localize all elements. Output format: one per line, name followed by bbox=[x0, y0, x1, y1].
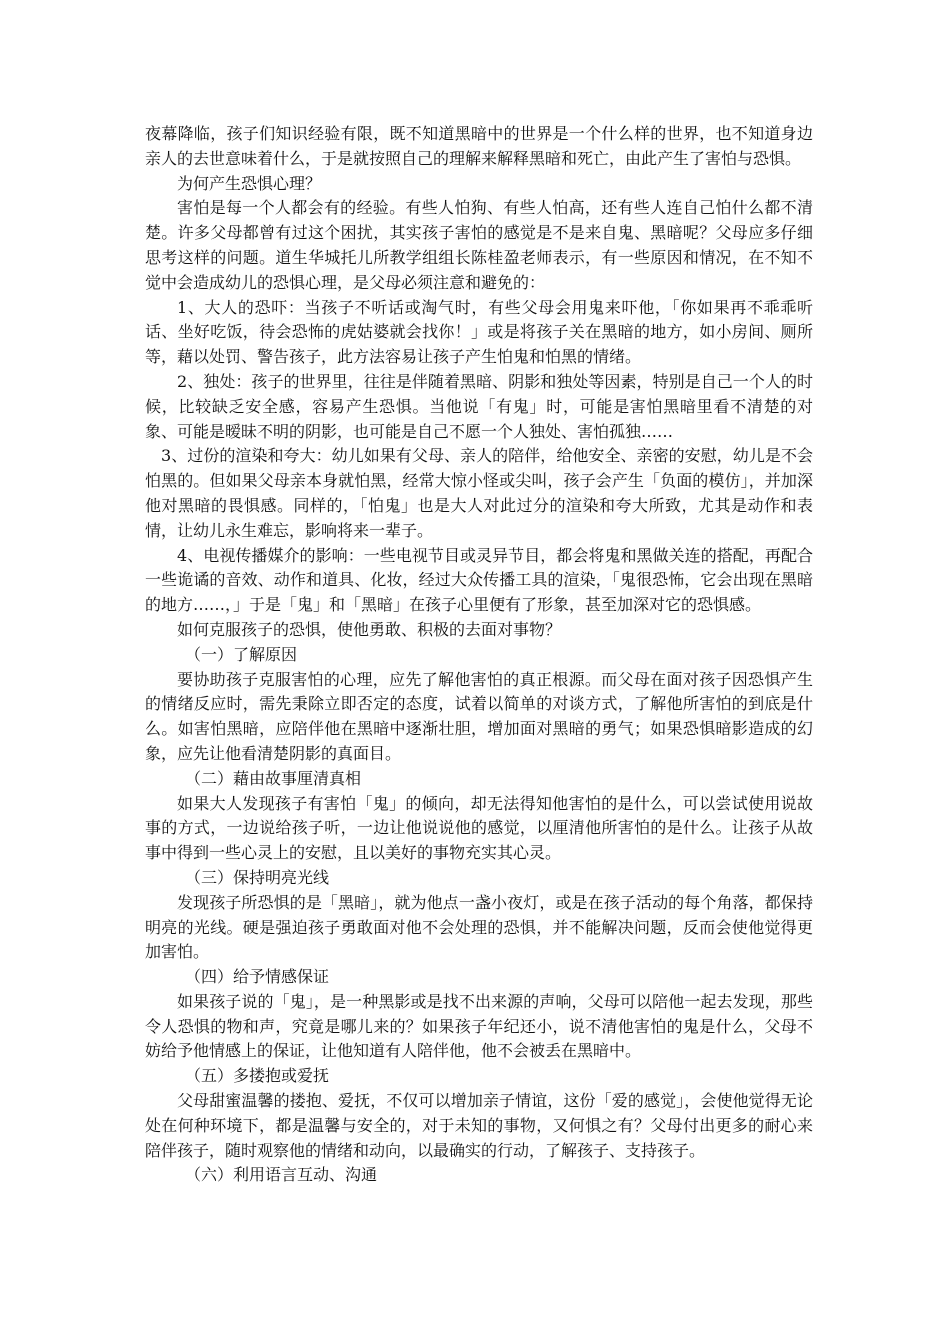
paragraph-fear-experience: 害怕是每一个人都会有的经验。有些人怕狗、有些人怕高，还有些人连自己怕什么都不清楚。许多父母都曾有过这个困扰，其实孩子害怕的感觉是不是来自鬼、黑暗呢？父母应多仔细思考这样的问题。道生华城托儿所教学组组长陈桂盈老师表示，有一些原因和情况，在不知不觉中会造成幼儿的恐惧心理，是父母必须注意和避免的： bbox=[145, 198, 813, 292]
paragraph-tip-2: 如果大人发现孩子有害怕「鬼」的倾向，却无法得知他害怕的是什么，可以尝试使用说故事的方式，一边说给孩子听，一边让他说说他的感觉，以厘清他所害怕的是什么。让孩子从故事中得到一些心灵上的安慰，且以美好的事物充实其心灵。 bbox=[145, 793, 813, 863]
subheading-3: （三）保持明亮光线 bbox=[185, 867, 330, 887]
paragraph-tip-5: 父母甜蜜温馨的搂抱、爱抚，不仅可以增加亲子情谊，这份「爱的感觉」，会使他觉得无论处在何种环境下，都是温馨与安全的，对于未知的事物，又何惧之有？父母付出更多的耐心来陪伴孩子，随时观察他的情绪和动向，以最确实的行动，了解孩子、支持孩子。 bbox=[145, 1091, 813, 1160]
paragraph-reason-1: 1、大人的恐吓：当孩子不听话或淘气时，有些父母会用鬼来吓他，「你如果再不乖乖听话、坐好吃饭，待会恐怖的虎姑婆就会找你！」或是将孩子关在黑暗的地方，如小房间、厕所等，藉以处罚、警告孩子，此方法容易让孩子产生怕鬼和怕黑的情绪。 bbox=[145, 297, 813, 367]
subheading-4: （四）给予情感保证 bbox=[185, 967, 330, 987]
paragraph-reason-2: 2、独处：孩子的世界里，往往是伴随着黑暗、阴影和独处等因素，特别是自己一个人的时候，比较缺乏安全感，容易产生恐惧。当他说「有鬼」时，可能是害怕黑暗里看不清楚的对象、可能是暧昧不明的阴影，也可能是自己不愿一个人独处、害怕孤独…… bbox=[145, 371, 813, 441]
subheading-5: （五）多搂抱或爱抚 bbox=[185, 1066, 330, 1086]
paragraph-tip-1: 要协助孩子克服害怕的心理，应先了解他害怕的真正根源。而父母在面对孩子因恐惧产生的情绪反应时，需先秉除立即否定的态度，试着以简单的对谈方式，了解他所害怕的到底是什么。如害怕黑暗，应陪伴他在黑暗中逐渐壮胆，增加面对黑暗的勇气；如果恐惧暗影造成的幻象，应先让他看清楚阴影的真面目。 bbox=[145, 669, 813, 763]
paragraph-reason-3: 3、过份的渲染和夸大：幼儿如果有父母、亲人的陪伴，给他安全、亲密的安慰，幼儿是不会怕黑的。但如果父母亲本身就怕黑，经常大惊小怪或尖叫，孩子会产生「负面的模仿」，并加深他对黑暗的畏惧感。同样的，「怕鬼」也是大人对此过分的渲染和夸大所致，尤其是动作和表情，让幼儿永生难忘，影响将来一辈子。 bbox=[145, 446, 813, 540]
paragraph-tip-4: 如果孩子说的「鬼」，是一种黑影或是找不出来源的声响，父母可以陪他一起去发现，那些令人恐惧的物和声，究竟是哪儿来的？如果孩子年纪还小，说不清他害怕的鬼是什么，父母不妨给予他情感上的保证，让他知道有人陪伴他，他不会被丢在黑暗中。 bbox=[145, 991, 813, 1061]
paragraph-tip-3: 发现孩子所恐惧的是「黑暗」，就为他点一盏小夜灯，或是在孩子活动的每个角落，都保持明亮的光线。硬是强迫孩子勇敢面对他不会处理的恐惧，并不能解决问题，反而会使他觉得更加害怕。 bbox=[145, 892, 813, 962]
section-heading-why-fear: 为何产生恐惧心理？ bbox=[177, 173, 322, 193]
paragraph-intro: 夜幕降临，孩子们知识经验有限，既不知道黑暗中的世界是一个什么样的世界，也不知道身边亲人的去世意味着什么，于是就按照自己的理解来解释黑暗和死亡，由此产生了害怕与恐惧。 bbox=[145, 124, 813, 168]
subheading-6: （六）利用语言互动、沟通 bbox=[185, 1165, 378, 1185]
subheading-1: （一）了解原因 bbox=[185, 644, 298, 664]
document-body bbox=[145, 122, 813, 1188]
paragraph-reason-4: 4、电视传播媒介的影响：一些电视节目或灵异节目，都会将鬼和黑做关连的搭配，再配合一些诡谲的音效、动作和道具、化妆，经过大众传播工具的渲染，「鬼很恐怖，它会出现在黑暗的地方……，」于是「鬼」和「黑暗」在孩子心里便有了形象，甚至加深对它的恐惧感。 bbox=[145, 545, 813, 615]
section-heading-overcome: 如何克服孩子的恐惧，使他勇敢、积极的去面对事物？ bbox=[177, 619, 562, 639]
subheading-2: （二）藉由故事厘清真相 bbox=[185, 768, 362, 788]
